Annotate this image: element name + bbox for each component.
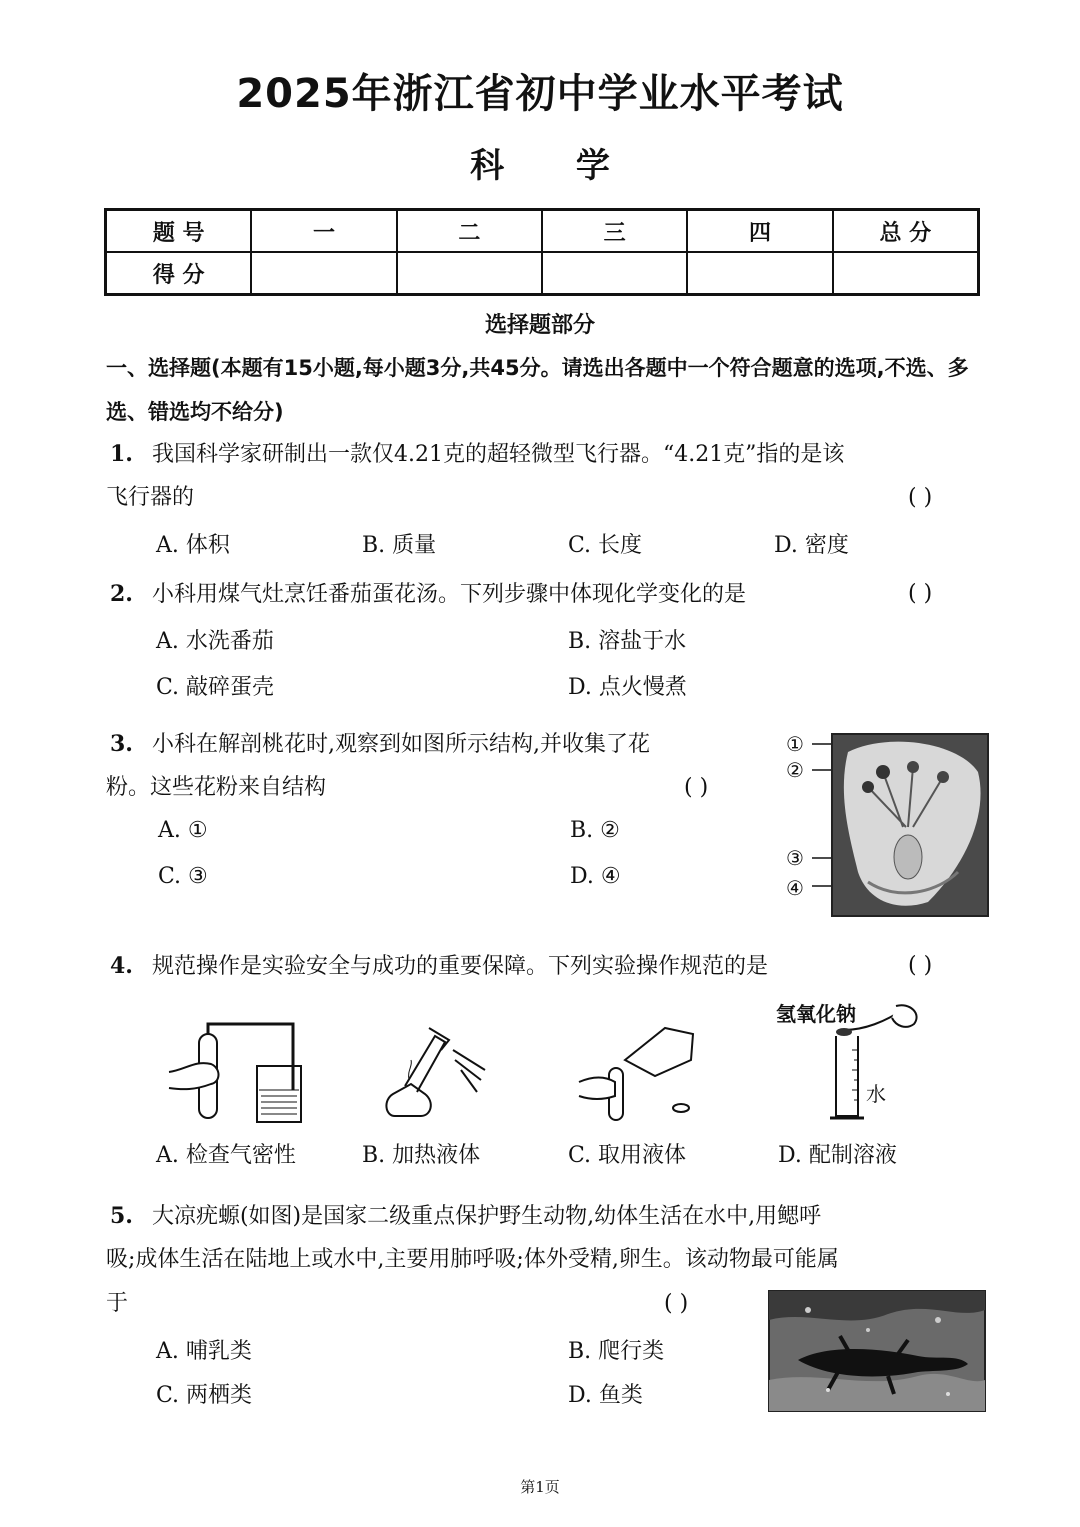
question-text: 大凉疣螈(如图)是国家二级重点保护野生动物,幼体生活在水中,用鳃呼 <box>151 1204 822 1229</box>
answer-parentheses: ( ) <box>684 775 709 800</box>
question-3-line2: 粉。这些花粉来自结构 <box>106 775 327 800</box>
q4-option-a: A. 检查气密性 <box>156 1143 296 1168</box>
section-title: 选择题部分 <box>484 313 595 338</box>
q4-option-d: D. 配制溶液 <box>778 1143 897 1168</box>
question-5-line2: 吸;成体生活在陆地上或水中,主要用肺呼吸;体外受精,卵生。该动物最可能属 <box>106 1247 839 1272</box>
score-cell <box>542 252 687 295</box>
score-cell: 得 分 <box>106 252 252 295</box>
score-cell: 总 分 <box>833 210 979 253</box>
q2-option-b: B. 溶盐于水 <box>568 629 687 654</box>
q3-option-b: B. ② <box>570 818 620 843</box>
answer-parentheses: ( ) <box>908 953 933 978</box>
q5-option-b: B. 爬行类 <box>568 1339 665 1364</box>
score-cell <box>397 252 542 295</box>
airtightness-check-figure <box>165 1020 305 1126</box>
q2-option-d: D. 点火慢煮 <box>568 675 687 700</box>
figure-label-2: ② <box>786 758 804 782</box>
question-text: 小科用煤气灶烹饪番茄蛋花汤。下列步骤中体现化学变化的是 <box>151 582 746 607</box>
instructions: 一、选择题(本题有15小题,每小题3分,共45分。请选出各题中一个符合题意的选项,不选、多选、错选均不给分) <box>106 356 969 424</box>
answer-parentheses: ( ) <box>664 1291 689 1316</box>
question-number: 4. <box>110 953 133 979</box>
question-1-line2: 飞行器的 <box>106 485 195 510</box>
score-cell <box>833 252 979 295</box>
question-5 <box>110 1194 986 1239</box>
q2-option-c: C. 敲碎蛋壳 <box>156 675 275 700</box>
answer-parentheses: ( ) <box>908 485 933 510</box>
score-cell <box>251 252 396 295</box>
naoh-label: 氢氧化钠 <box>776 1002 856 1026</box>
question-1 <box>110 432 986 477</box>
figure-label-3: ③ <box>786 846 804 870</box>
score-cell: 二 <box>397 210 542 253</box>
question-number: 3. <box>110 731 133 757</box>
figure-label-4: ④ <box>786 876 804 900</box>
score-cell <box>687 252 832 295</box>
score-cell: 题 号 <box>106 210 252 253</box>
taking-liquid-figure <box>575 1020 705 1126</box>
preparing-solution-figure <box>826 1000 926 1122</box>
score-cell: 四 <box>687 210 832 253</box>
heating-liquid-figure <box>365 1020 495 1126</box>
question-text: 小科在解剖桃花时,观察到如图所示结构,并收集了花 <box>151 732 650 757</box>
q5-option-d: D. 鱼类 <box>568 1383 643 1408</box>
score-cell: 三 <box>542 210 687 253</box>
score-table-score-row <box>106 252 979 295</box>
salamander-figure <box>768 1290 986 1412</box>
flower-figure <box>808 732 990 918</box>
figure-label-1: ① <box>786 732 804 756</box>
q3-option-a: A. ① <box>158 818 208 843</box>
q3-option-d: D. ④ <box>570 864 621 889</box>
score-cell: 一 <box>251 210 396 253</box>
question-4 <box>110 944 768 989</box>
q2-option-a: A. 水洗番茄 <box>156 629 274 654</box>
q1-option-a: A. 体积 <box>156 533 230 558</box>
question-number: 1. <box>110 441 133 467</box>
q3-option-c: C. ③ <box>158 864 208 889</box>
q5-option-a: A. 哺乳类 <box>156 1339 252 1364</box>
q4-option-b: B. 加热液体 <box>362 1143 481 1168</box>
exam-title: 2025年浙江省初中学业水平考试 <box>236 71 844 117</box>
q4-option-c: C. 取用液体 <box>568 1143 687 1168</box>
answer-parentheses: ( ) <box>908 581 933 606</box>
q1-option-c: C. 长度 <box>568 533 643 558</box>
q1-option-b: B. 质量 <box>362 533 437 558</box>
question-number: 2. <box>110 581 133 607</box>
question-number: 5. <box>110 1203 133 1229</box>
subject-title: 科 学 <box>470 146 640 186</box>
q5-option-c: C. 两栖类 <box>156 1383 253 1408</box>
score-table <box>104 208 980 296</box>
q1-option-d: D. 密度 <box>774 533 849 558</box>
question-2 <box>110 572 746 617</box>
score-table-header-row <box>106 210 979 253</box>
question-5-line3: 于 <box>106 1291 129 1316</box>
question-text: 规范操作是实验安全与成功的重要保障。下列实验操作规范的是 <box>151 954 768 979</box>
question-text: 我国科学家研制出一款仅4.21克的超轻微型飞行器。“4.21克”指的是该 <box>151 442 845 467</box>
water-label: 水 <box>866 1082 886 1106</box>
question-3 <box>110 722 770 767</box>
page-number: 第1页 <box>520 1478 560 1496</box>
